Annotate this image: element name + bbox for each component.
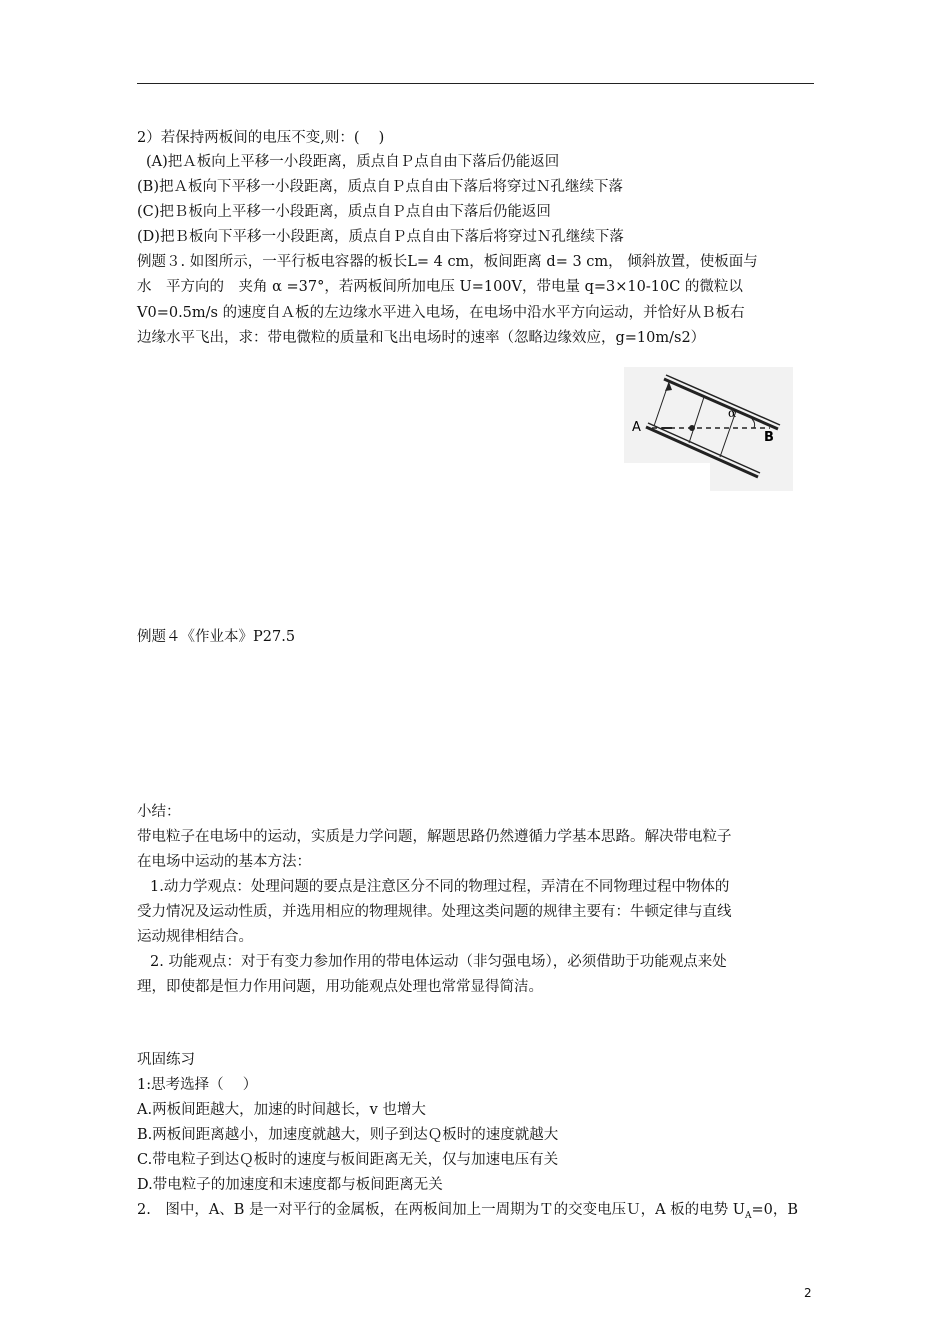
option-c: (C)把Ｂ板向上平移一小段距离，质点自Ｐ点自由下落后仍能返回 [137,204,551,220]
example-3-line-1: 例题３. 如图所示，一平行板电容器的板长L= 4 cm，板间距离 d= 3 cm， 倾斜放置，使板面与 [137,254,758,270]
capacitor-diagram [624,367,793,491]
example-3-line-4: 边缘水平飞出，求：带电微粒的质量和飞出电场时的速率（忽略边缘效应，g=10m/s2） [137,330,706,346]
practice-q1-option-c: C.带电粒子到达Ｑ板时的速度与板间距离无关，仅与加速电压有关 [137,1152,559,1168]
summary-point-1-line-1: 1.动力学观点：处理问题的要点是注意区分不同的物理过程，弄清在不同物理过程中物体的 [150,879,730,895]
option-a: (A)把Ａ板向上平移一小段距离，质点自Ｐ点自由下落后仍能返回 [146,154,560,170]
summary-point-1-line-3: 运动规律相结合。 [137,929,253,945]
header-rule [137,83,814,84]
practice-q1-option-d: D.带电粒子的加速度和末速度都与板间距离无关 [137,1177,443,1193]
practice-q2 [137,1200,798,1226]
label-alpha: α [728,406,737,420]
page-number: 2 [804,1286,812,1300]
practice-q2-tail: =0，B [751,1202,799,1218]
practice-q2-text: 2. 图中，A、B 是一对平行的金属板，在两板间加上一周期为Ｔ的交变电压Ｕ，A 板的电势 U [137,1202,745,1218]
text-line: 2）若保持两板间的电压不变,则：( ) [137,130,385,146]
practice-q1: 1:思考选择（ ） [137,1077,258,1093]
summary-point-1-line-2: 受力情况及运动性质，并选用相应的物理规律。处理这类问题的规律主要有：牛顿定律与直线 [137,904,732,920]
label-b: B [764,430,774,445]
example-3-line-2: 水 平方向的 夹角 α =37°，若两板间所加电压 U=100V，带电量 q=3×10-10C 的微粒以 [137,279,743,295]
option-d: (D)把Ｂ板向下平移一小段距离，质点自Ｐ点自由下落后将穿过Ｎ孔继续下落 [137,229,624,245]
capacitor-figure [624,367,793,491]
practice-q1-option-b: B.两板间距离越小，加速度就越大，则子到达Ｑ板时的速度就越大 [137,1127,559,1143]
example-3-line-3: V0=0.5m/s 的速度自Ａ板的左边缘水平进入电场，在电场中沿水平方向运动，并恰好从Ｂ板右 [137,305,745,321]
option-b: (B)把Ａ板向下平移一小段距离，质点自Ｐ点自由下落后将穿过Ｎ孔继续下落 [137,179,623,195]
summary-line-2: 在电场中运动的基本方法： [137,854,311,870]
label-a: A [632,420,641,435]
practice-heading: 巩固练习 [137,1052,195,1068]
example-4: 例题４《作业本》P27.5 [137,629,296,645]
summary-line-1: 带电粒子在电场中的运动，实质是力学问题，解题思路仍然遵循力学基本思路。解决带电粒子 [137,829,732,845]
summary-point-2-line-1: 2. 功能观点：对于有变力参加作用的带电体运动（非匀强电场），必须借助于功能观点来处 [150,954,727,970]
summary-point-2-line-2: 理，即使都是恒力作用问题，用功能观点处理也常常显得简洁。 [137,979,543,995]
summary-heading: 小结： [137,804,181,820]
practice-q1-option-a: A.两板间距越大，加速的时间越长，v 也增大 [137,1102,426,1118]
practice-q2-subscript: A [744,1210,752,1221]
